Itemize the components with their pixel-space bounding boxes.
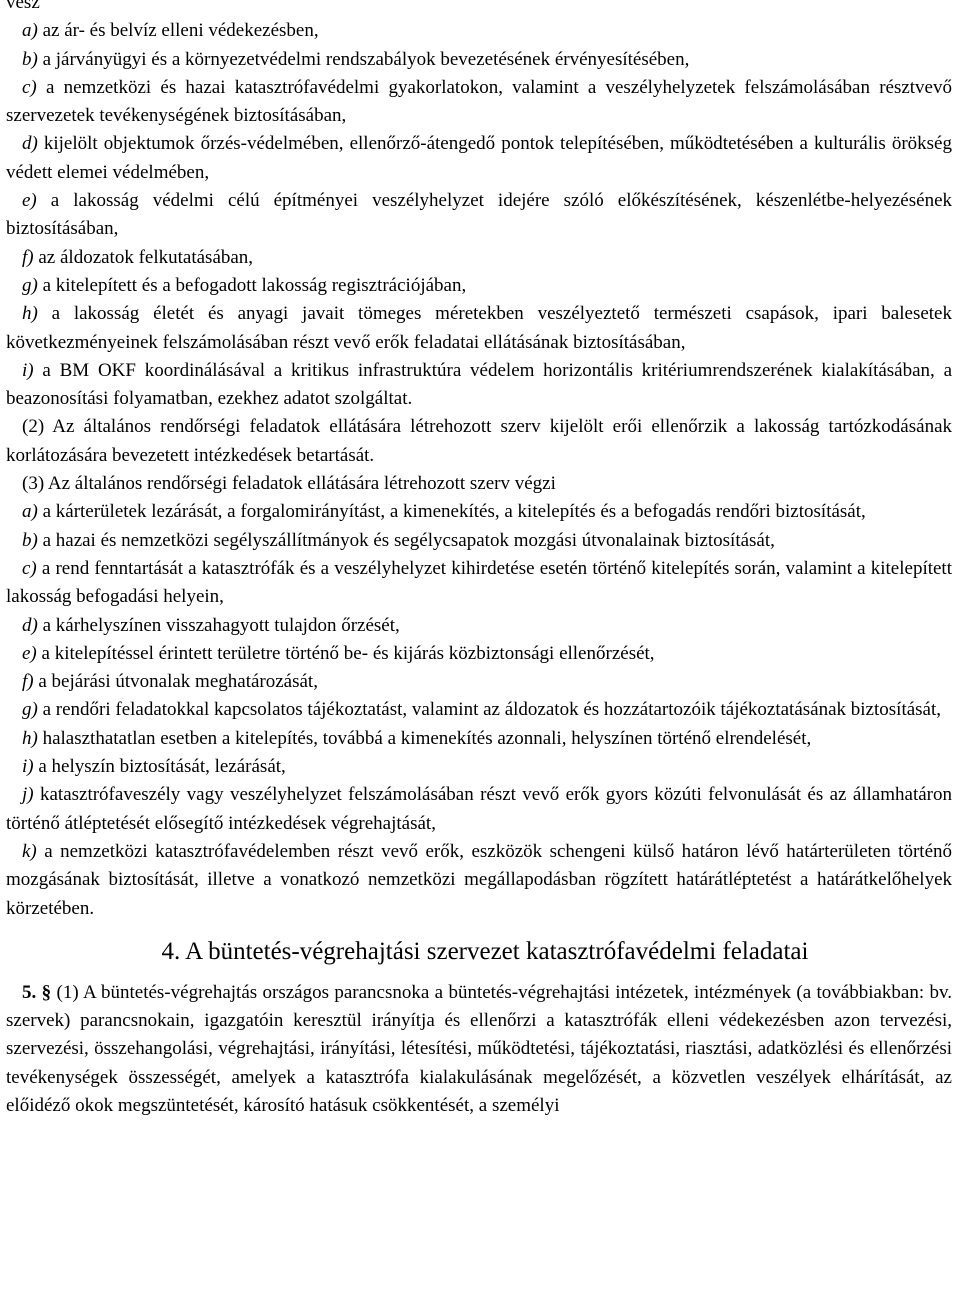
item-text: az áldozatok felkutatásában, — [33, 246, 254, 268]
item-text: a nemzetközi katasztrófavédelemben részt vevő erők, eszközök schengeni külső határon lévő határterületen történő mozgásának biztosítását, illetve a vonatkozó nemzetközi megállapodásban rögzített határátléptetést a határátkelőhelyek körzetében. — [6, 840, 952, 919]
list-item — [6, 74, 952, 131]
page-top-fragment: vesz — [6, 0, 40, 13]
item-label: e) — [22, 190, 37, 212]
list-item — [6, 46, 952, 74]
item-label: i) — [22, 756, 34, 778]
list-item — [6, 357, 952, 414]
list-item — [6, 668, 952, 696]
item-text: az ár- és belvíz elleni védekezésben, — [37, 20, 319, 42]
item-label: e) — [22, 642, 37, 664]
list-item — [6, 187, 952, 244]
item-text: a bejárási útvonalak meghatározását, — [33, 671, 318, 693]
list-item — [6, 781, 952, 838]
item-text: a kitelepített és a befogadott lakosság regisztrációjában, — [37, 274, 467, 296]
list-item — [6, 725, 952, 753]
item-label: c) — [22, 76, 37, 98]
item-label: b) — [22, 529, 38, 551]
paragraph-2: (2) Az általános rendőrségi feladatok ellátására létrehozott szerv kijelölt erői ellenőrzik a lakosság tartózkodásának korlátozására bevezetett intézkedések betartását. — [6, 416, 952, 466]
item-text: a lakosság életét és anyagi javait tömeges méretekben veszélyeztető természeti csapások, ipari balesetek következményeinek felszámolásában részt vevő erők feladatai ellátásának biztosításában, — [6, 303, 952, 353]
section-number: 5. § — [22, 981, 52, 1003]
item-text: halaszthatatlan esetben a kitelepítés, továbbá a kimenekítés azonnali, helyszínen történő elrendelését, — [37, 727, 812, 749]
list-item — [6, 696, 952, 724]
list-item — [6, 753, 952, 781]
item-label: d) — [22, 614, 38, 636]
item-label: c) — [22, 557, 37, 579]
item-label: h) — [22, 303, 38, 325]
item-label: h) — [22, 727, 38, 749]
list-item — [6, 612, 952, 640]
item-text: a nemzetközi és hazai katasztrófavédelmi gyakorlatokon, valamint a veszélyhelyzetek felszámolásában résztvevő szervezetek tevékenységének biztosításában, — [6, 76, 952, 127]
list-item — [6, 640, 952, 668]
item-text: a BM OKF koordinálásával a kritikus infrastruktúra védelem horizontális kritériumrendszerének kialakításában, a beazonosítási folyamatban, ezekhez adatot szolgáltat. — [6, 359, 952, 410]
item-text: a hazai és nemzetközi segélyszállítmányok és segélycsapatok mozgási útvonalainak biztosítását, — [37, 529, 775, 551]
item-text: a kitelepítéssel érintett területre történő be- és kijárás közbiztonsági ellenőrzését, — [36, 642, 655, 664]
list-item — [6, 555, 952, 612]
section-5-paragraph — [6, 979, 952, 1120]
list-item — [6, 244, 952, 272]
item-label: g) — [22, 699, 38, 721]
item-text: katasztrófaveszély vagy veszélyhelyzet felszámolásában részt vevő erők gyors közúti felvonulását és az államhatáron történő átléptetését elősegítő intézkedések végrehajtását, — [6, 784, 952, 834]
item-label: i) — [22, 359, 34, 381]
list-tasks-3 — [6, 498, 952, 922]
item-text: a kárterületek lezárását, a forgalomirányítást, a kimenekítés, a kitelepítés és a befogadás rendőri biztosítását, — [37, 501, 866, 523]
item-label: a) — [22, 501, 38, 523]
item-text: a kárhelyszínen visszahagyott tulajdon őrzését, — [37, 614, 400, 636]
section-text: (1) A büntetés-végrehajtás országos parancsnoka a büntetés-végrehajtási intézetek, intézmények (a továbbiakban: bv. szervek) parancsnokain, igazgatóin keresztül irányítja és ellenőrzi a katasztrófák elleni védekezésben azon tervezési, szervezési, összehangolási, végrehajtási, irányítási, létesítési, működtetési, tájékoztatási, riasztási, adatközlési és ellenőrzési tevékenységek összességét, amelyek a katasztrófa kialakulásának megelőzését, a közvetlen veszélyek elhárítását, az előidéző okok megszüntetését, károsító hatásuk csökkentését, a személyi — [6, 981, 953, 1116]
list-item — [6, 838, 952, 923]
list-item — [6, 272, 952, 300]
item-text: a rendőri feladatokkal kapcsolatos tájékoztatást, valamint az áldozatok és hozzátartozóik tájékoztatásának biztosítását, — [37, 699, 942, 721]
item-label: d) — [22, 133, 38, 155]
item-label: b) — [22, 48, 38, 70]
list-item — [6, 17, 952, 45]
list-item — [6, 130, 952, 187]
section-heading: 4. A büntetés-végrehajtási szervezet katasztrófavédelmi feladatai — [161, 937, 809, 965]
item-label: k) — [22, 840, 37, 862]
item-text: kijelölt objektumok őrzés-védelmében, ellenőrző-átengedő pontok telepítésében, működtetésében a kulturális örökség védett elemei védelmében, — [6, 133, 952, 183]
item-text: a járványügyi és a környezetvédelmi rendszabályok bevezetésének érvényesítésében, — [37, 48, 690, 70]
item-text: a rend fenntartását a katasztrófák és a veszélyhelyzet kihirdetése esetén történő kitelepítés során, valamint a kitelepített lakosság befogadási helyein, — [6, 557, 952, 608]
item-text: a lakosság védelmi célú építményei veszélyhelyzet idejére szóló előkészítésének, készenlétbe-helyezésének biztosításában, — [6, 190, 952, 240]
item-text: a helyszín biztosítását, lezárását, — [33, 756, 286, 778]
list-tasks-1 — [6, 17, 952, 413]
item-label: g) — [22, 274, 38, 296]
item-label: f) — [22, 246, 34, 268]
paragraph-3-intro: (3) Az általános rendőrségi feladatok ellátására létrehozott szerv végzi — [22, 473, 556, 495]
item-label: f) — [22, 671, 34, 693]
list-item — [6, 498, 952, 526]
item-label: j) — [22, 784, 34, 806]
item-label: a) — [22, 20, 38, 42]
list-item — [6, 300, 952, 357]
list-item — [6, 527, 952, 555]
